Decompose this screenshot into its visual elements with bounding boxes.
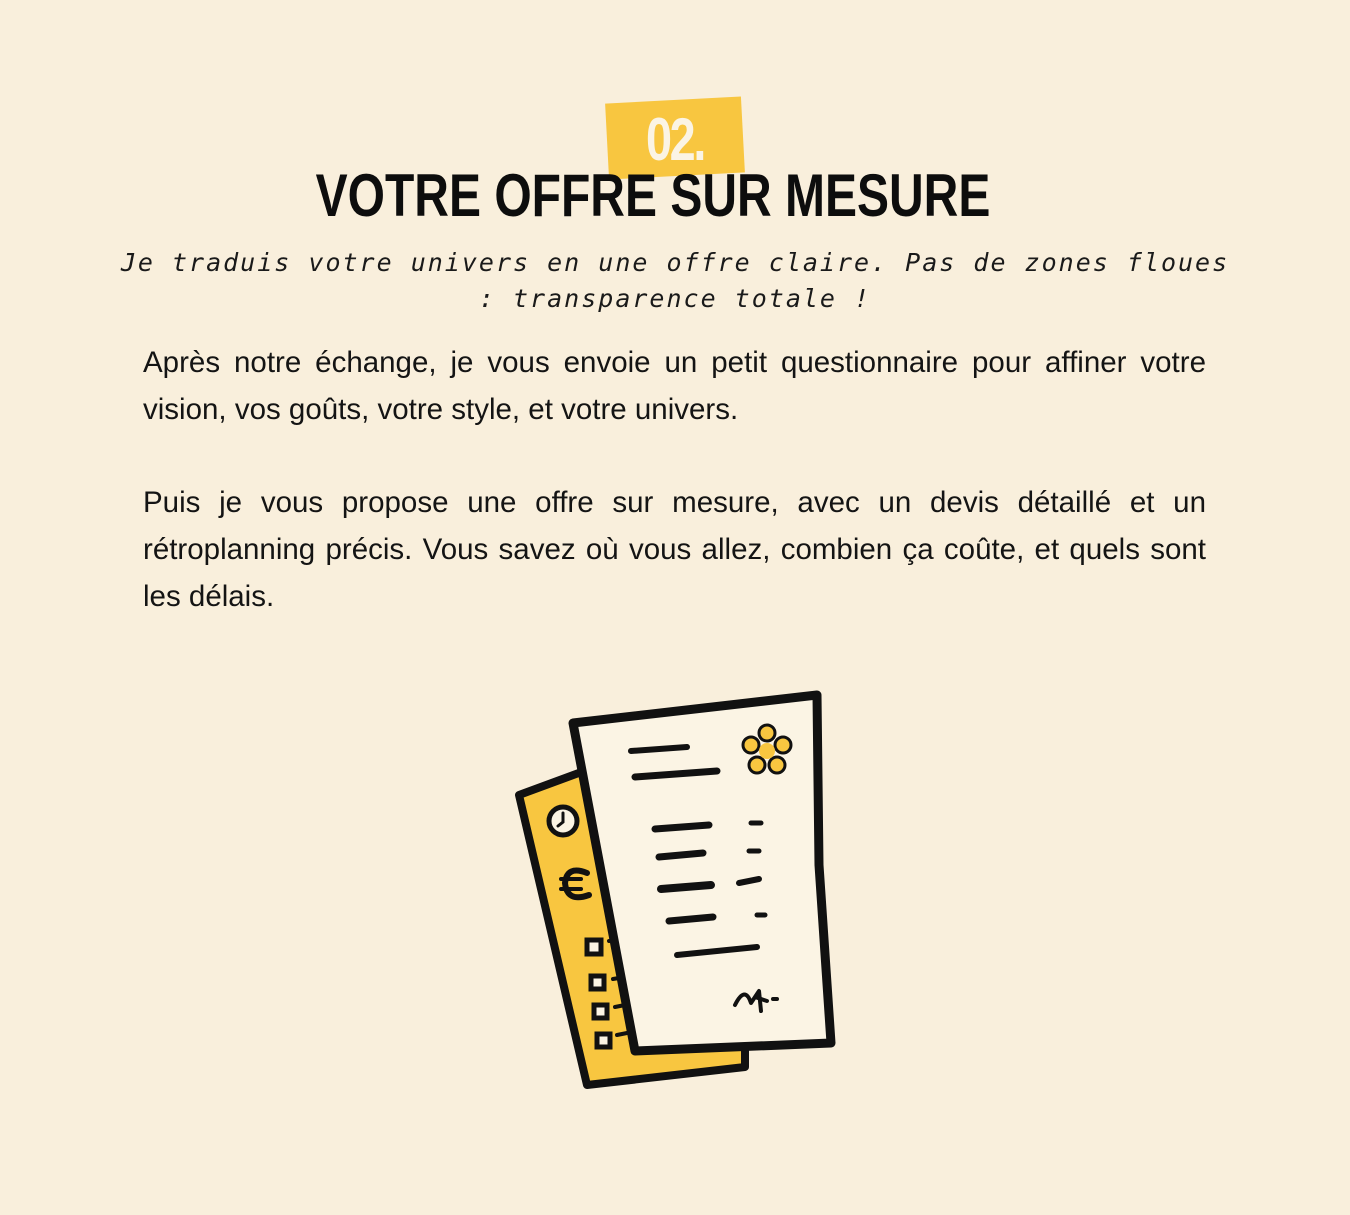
checkbox-icon: [587, 940, 601, 954]
clock-icon: [549, 807, 577, 835]
checkbox-icon: [597, 1034, 610, 1047]
paragraph-questionnaire: Après notre échange, je vous envoie un petit questionnaire pour affiner votre vision, vos goûts, votre style, et votre univers.: [143, 346, 1206, 426]
section-title: VOTRE OFFRE SUR MESURE: [315, 162, 991, 229]
paragraph-offer: Puis je vous propose une offre sur mesure, avec un devis détaillé et un rétroplanning précis. Vous savez où vous allez, combien ça coûte, et quels sont les délais.: [143, 486, 1206, 613]
step-number: 02.: [645, 106, 705, 173]
checkbox-icon: [594, 1005, 607, 1018]
checkbox-icon: [591, 976, 604, 989]
quote-documents-icon: [505, 685, 845, 1095]
section-subtitle: Je traduis votre univers en une offre claire. Pas de zones floues : transparence totale !: [120, 248, 1230, 313]
